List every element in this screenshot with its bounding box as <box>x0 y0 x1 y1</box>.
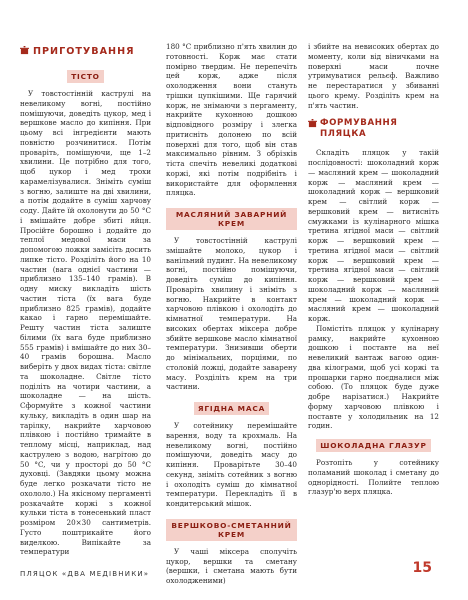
section-heading <box>20 46 134 57</box>
tag-glaze: ШОКОЛАДНА ГЛАЗУР <box>316 439 430 452</box>
assembly-text-2: Помістіть пляцок у кулінарну рамку, накрийте кухонною дошкою і поставте на неї невеликий вантаж вагою один-два кілограми, щоб усі коржі та прошарки гарно поєдналися між собою. (То пляцок буде дуже добре нарізатися.) Накрийте форму харчовою плівкою і поставте у холодильник на 12 годин. <box>308 323 439 431</box>
glaze-text: Розтопіть у сотейнику поламаний шоколад і сметану до однорідності. Полийте теплою глазур'ю верх пляцка. <box>308 458 439 497</box>
tag-berry-mass: ЯГІДНА МАСА <box>194 402 269 415</box>
dough-text: У товстостінній каструлі на невеликому вогні, постійно помішуючи, доведіть цукор, мед і вершкове масло до кипіння. При цьому всі інгредієнти мають повністю розчинитися. Потім проваріть, помішуючи, ще 1–2 хвилини. Це потрібно для того, щоб цукор і мед трохи карамелізувалися. Зніміть суміш з вогню, залиште на дві хвилини, а потім додайте в суміш харчову соду. Дайте їй охолонути до 50 °C і вмішайте добре збиті яйця. Просійте борошно і додайте до теплої медової маси за допомогою ложки замісіть досить липке тісто. Розділіть його на 10 частин (вага однієї частини — приблизно 135–140 грамів). В одну миску викладіть шість частин тіста (їх вага буде приблизно 825 грамів), додайте какао і гарно перемішайте. Решту частин тіста залиште білими (їх вага буде приблизно 555 грамів) і вмішайте до них 30–40 грамів борошна. Масло виберіть у двох видах тіста: світле та шоколадне. Світле тісто поділіть на чотири частини, а шоколадне — на шість. Сформуйте з кожної частини кульку, викладіть в один шар на тарілку, накрийте харчовою плівкою і постійно тримайте в теплому місці, наприклад, над каструлею з водою, нагрітою до 50 °C, чи у просторі до 50 °C духовці. (Завдяки цьому можна буде легко розкачати тісто не охололо.) На якісному пергаменті розкачайте коржі з кожної кульки тіста в тонесенький пласт розміром 20×30 сантиметрів. Густо поштрикайте його виделкою. Випікайте за температури <box>20 89 151 557</box>
column-3 <box>308 42 439 497</box>
tag-butter-cream: МАСЛЯНИЙ ЗАВАРНИЙ КРЕМ <box>166 208 297 230</box>
col2-text-top: 180 °C приблизно п'ять хвилин до готовності. Корж має стати помірно твердим. Не перепечіть цей корж, адже після охолодження вони стануть трішки цупкішими. Ще гарячий корж, не знімаючи з пергаменту, накрийте кухонною дошкою відповідного розміру і злегка притисніть долонею по всій поверхні для того, щоб він став максимально рівним. З обрізків тіста спечіть невеликі додаткові коржі, які потім подрібніть і використайте для оформлення пляцка. <box>166 42 297 198</box>
page-number: 15 <box>412 560 432 576</box>
tag-dough: ТІСТО <box>67 70 104 83</box>
tag-sour-cream: ВЕРШКОВО-СМЕТАННИЙ КРЕМ <box>166 519 297 541</box>
assembly-text: Складіть пляцок у такій послідовності: шоколадний корж — масляний крем — шоколадний корж — масляний крем — шоколадний корж — вершковий крем — світлий корж — вершковий крем — витисніть смужками із кулінарного мішка третина ягідної маси — світлий корж — вершковий крем — третина ягідної маси — світлий корж — вершковий крем — третина ягідної маси — світлий корж — вершковий крем — шоколадний корж — масляний крем — шоколадний корж — масляний крем — шоколадний корж. <box>308 148 439 323</box>
col3-text-top: і збийте на невисоких обертах до моменту, коли від віничками на поверхні маси почне утримуватися рельєф. Важливо не перестаратися у збиванні цього крему. Розділіть крем на п'ять частин. <box>308 42 439 110</box>
footer-title: ПЛЯЦОК «ДВА МЕДІВНИКИ» <box>20 570 150 578</box>
column-2 <box>166 42 297 586</box>
berry-mass-text: У сотейнику перемішайте варення, воду та крохмаль. На невеликому вогні, постійно помішуючи, доведіть масу до кипіння. Проварітьте 30–40 секунд, зніміть сотейник з вогню і охолодіть суміш до кімнатної температури. Перекладіть її в кондитерський мішок. <box>166 421 297 508</box>
assembly-title: ФОРМУВАННЯ ПЛЯЦКА <box>320 118 398 140</box>
pot-icon <box>308 119 317 128</box>
assembly-heading <box>320 118 439 140</box>
section-title: ПРИГОТУВАННЯ <box>33 46 135 57</box>
sour-cream-text: У чаші міксера сполучіть цукор, вершки та сметану (вершки, і сметана мають бути охолодженими) <box>166 546 297 585</box>
pot-icon <box>20 46 29 55</box>
butter-cream-text: У товстостінній каструлі змішайте молоко, цукор і ванільний пудинг. На невеликому вогні, постійно помішуючи, доведіть суміш до кипіння. Проваріть хвилину і зніміть з вогню. Накрийте в контакт харчовою плівкою і охолодіть до кімнатної температури. На високих обертах міксера добре збийте вершкове масло кімнатної температури. Знизивши оберти до мінімальних, порціями, по столовій ложці, додайте заварену масу. Розділіть крем на три частини. <box>166 236 297 392</box>
column-1 <box>20 64 151 557</box>
